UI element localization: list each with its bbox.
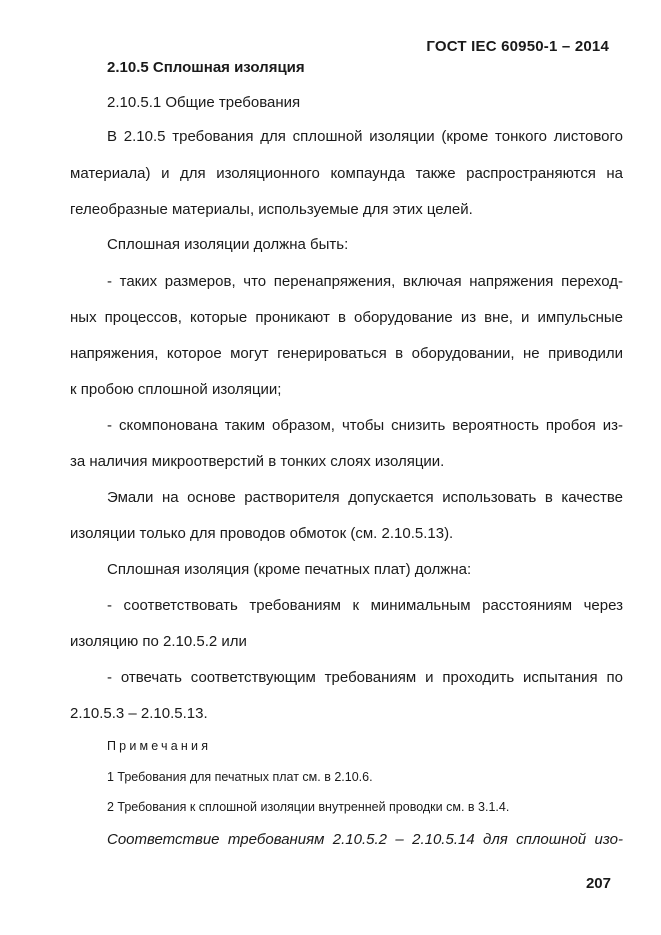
list-item-line: - скомпонована таким образом, чтобы снизить вероятность пробоя из-	[107, 417, 623, 434]
paragraph-line: Эмали на основе растворителя допускается использовать в качестве	[107, 489, 623, 506]
list-item-line: к пробою сплошной изоляции;	[70, 381, 282, 398]
list-item-line: напряжения, которое могут генерироваться в оборудовании, не приводили	[70, 345, 623, 362]
compliance-line: Соответствие требованиям 2.10.5.2 – 2.10.5.14 для сплошной изо-	[107, 831, 623, 848]
paragraph-line: Сплошная изоляции должна быть:	[107, 236, 349, 253]
notes-title: Примечания	[107, 739, 212, 753]
list-item-line: - отвечать соответствующим требованиям и проходить испытания по	[107, 669, 623, 686]
paragraph-line: Сплошная изоляция (кроме печатных плат) должна:	[107, 561, 472, 578]
page-number: 207	[585, 875, 611, 892]
section-heading: 2.10.5 Сплошная изоляция	[107, 59, 305, 76]
paragraph-line: изоляции только для проводов обмоток (см. 2.10.5.13).	[70, 525, 454, 542]
paragraph-line: материала) и для изоляционного компаунда также распространяются на	[70, 165, 623, 182]
paragraph-line: В 2.10.5 требования для сплошной изоляции (кроме тонкого листового	[107, 128, 623, 145]
note-item: 1 Требования для печатных плат см. в 2.10.6.	[107, 770, 373, 784]
list-item-line: - соответствовать требованиям к минимальным расстояниям через	[107, 597, 623, 614]
note-item: 2 Требования к сплошной изоляции внутренней проводки см. в 3.1.4.	[107, 800, 510, 814]
document-code-header: ГОСТ IEC 60950-1 – 2014	[426, 38, 609, 55]
list-item-line: - таких размеров, что перенапряжения, включая напряжения переход-	[107, 273, 623, 290]
list-item-line: 2.10.5.3 – 2.10.5.13.	[70, 705, 208, 722]
list-item-line: ных процессов, которые проникают в оборудование из вне, и импульсные	[70, 309, 623, 326]
subsection-heading: 2.10.5.1 Общие требования	[107, 94, 301, 111]
list-item-line: за наличия микроотверстий в тонких слоях изоляции.	[70, 453, 445, 470]
paragraph-line: гелеобразные материалы, используемые для этих целей.	[70, 201, 473, 218]
list-item-line: изоляцию по 2.10.5.2 или	[70, 633, 247, 650]
